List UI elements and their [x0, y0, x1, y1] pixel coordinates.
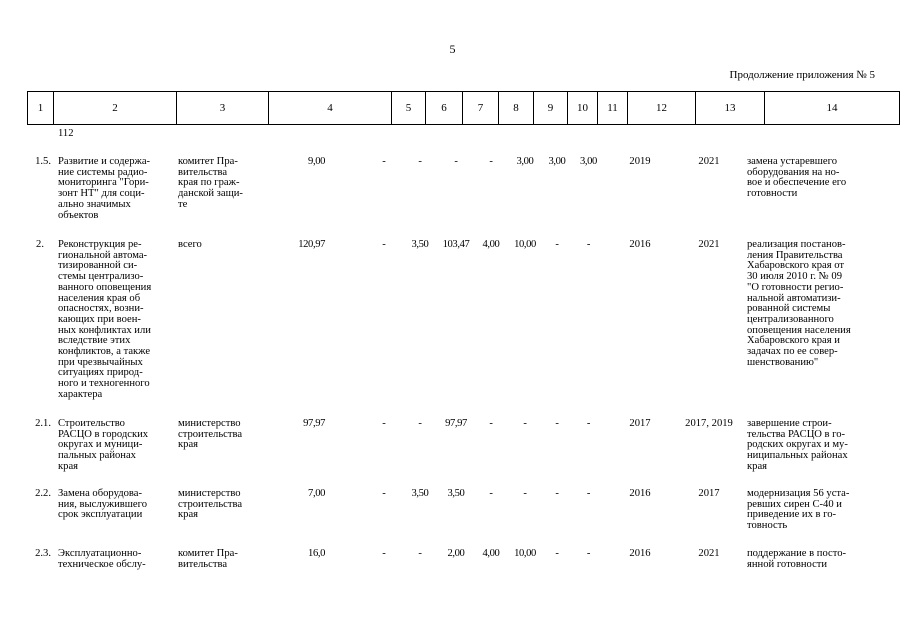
col-9-value: - — [523, 418, 527, 429]
col-11-value: - — [586, 418, 591, 429]
col-5-value: - — [382, 418, 386, 429]
col-8-value: - — [489, 418, 493, 429]
col-10-value: - — [555, 548, 559, 559]
row-number: 2.2. — [35, 488, 51, 499]
col-7-value: 3,50 — [447, 488, 465, 499]
row-number: 2.1. — [35, 418, 51, 429]
col-9-value: 10,00 — [514, 239, 536, 250]
executor: комитет Пра- вительства края по граж- данской защи- те — [178, 156, 243, 210]
header-col-8: 8 — [499, 92, 534, 125]
col-11-value: - — [586, 548, 591, 559]
total-amount: 120,97 — [298, 239, 325, 250]
col-7-value: 2,00 — [447, 548, 465, 559]
col-6-value: 3,50 — [411, 488, 429, 499]
end-year: 2017 — [698, 488, 720, 499]
col-5-value: - — [382, 548, 386, 559]
header-col-13: 13 — [696, 92, 765, 125]
start-year: 2016 — [629, 488, 651, 499]
col-6-value: - — [418, 156, 422, 167]
continuation-label: Продолжение приложения № 5 — [729, 69, 875, 81]
activity-name: Реконструкция ре- гиональной автома- тизированной си- стемы централизо- ванного оповещения населения края об опасностях, возни- кающих при воен- ных конфликтах или вследствие этих конфликтов, а также при чрезвычайных ситуациях природ- ного и техногенного характера — [58, 239, 152, 400]
row-number: 2. — [36, 239, 44, 250]
activity-name: Замена оборудова- ния, выслужившего срок эксплуатации — [58, 488, 148, 521]
col-6-value: - — [418, 418, 422, 429]
start-year: 2016 — [629, 548, 651, 559]
executor: комитет Пра- вительства — [178, 548, 238, 570]
header-col-1: 1 — [28, 92, 54, 125]
end-year: 2021 — [698, 156, 720, 167]
col-5-value: - — [382, 239, 386, 250]
col-8-value: - — [489, 488, 493, 499]
start-year: 2016 — [629, 239, 651, 250]
col-9-value: - — [523, 488, 527, 499]
executor: министерство строительства края — [178, 418, 243, 451]
header-col-12: 12 — [628, 92, 696, 125]
activity-name: Эксплуатационно- техническое обслу- — [58, 548, 146, 570]
header-col-9: 9 — [534, 92, 568, 125]
col-9-value: 10,00 — [514, 548, 536, 559]
header-col-10: 10 — [568, 92, 598, 125]
start-year: 2017 — [629, 418, 651, 429]
col-8-value: 4,00 — [482, 548, 500, 559]
col-5-value: - — [382, 156, 386, 167]
total-amount: 97,97 — [303, 418, 325, 429]
row-number: 1.5. — [35, 156, 51, 167]
expected-result: завершение строи- тельства РАСЦО в го- родских округах и му- ниципальных районах края — [747, 418, 848, 472]
col-10-value: - — [555, 418, 559, 429]
col-7-value: 103,47 — [442, 239, 470, 250]
header-col-4: 4 — [269, 92, 392, 125]
col-6-value: 3,50 — [411, 239, 429, 250]
end-year: 2021 — [698, 239, 720, 250]
col-9-value: 3,00 — [516, 156, 534, 167]
header-col-14: 14 — [765, 92, 900, 125]
col-11-value: 3,00 — [580, 156, 597, 167]
col-11-value: - — [586, 239, 591, 250]
col-8-value: 4,00 — [482, 239, 500, 250]
expected-result: поддержание в посто- янной готовности — [747, 548, 847, 570]
row-number: 2.3. — [35, 548, 51, 559]
end-year: 2017, 2019 — [685, 418, 733, 429]
table-header — [27, 91, 900, 125]
total-amount: 9,00 — [308, 156, 325, 167]
executor: министерство строительства края — [178, 488, 243, 521]
expected-result: реализация постанов- ления Правительства Хабаровского края от 30 июля 2010 г. № 09 "О готовности регио- нальной автоматизи- рованной системы централизованного оповещения населения Хабаровского края и задачах по ее совер- шенствованию" — [747, 239, 851, 368]
total-amount: 16,0 — [308, 548, 325, 559]
header-col-11: 11 — [598, 92, 628, 125]
header-col-2: 2 — [54, 92, 177, 125]
start-year: 2019 — [629, 156, 651, 167]
col-10-value: - — [555, 488, 559, 499]
col-6-value: - — [418, 548, 422, 559]
col-11-value: - — [586, 488, 591, 499]
header-col-7: 7 — [463, 92, 499, 125]
page-number: 5 — [449, 42, 456, 56]
header-col-5: 5 — [392, 92, 426, 125]
expected-result: модернизация 56 уста- ревших сирен С-40 и приведение их в го- товность — [747, 488, 850, 532]
col-10-value: 3,00 — [548, 156, 566, 167]
expected-result: замена устаревшего оборудования на но- вое и обеспечение его готовности — [747, 156, 847, 200]
header-col-6: 6 — [426, 92, 463, 125]
executor: всего — [178, 239, 202, 250]
activity-name: Развитие и содержа- ние системы радио- мониторинга "Гори- зонт НТ" для соци- ально значимых объектов — [58, 156, 151, 221]
col-7-value: 97,97 — [445, 418, 467, 429]
total-amount: 7,00 — [308, 488, 325, 499]
header-col-3: 3 — [177, 92, 269, 125]
col-8-value: - — [489, 156, 493, 167]
col-7-value: - — [454, 156, 458, 167]
col-10-value: - — [555, 239, 559, 250]
activity-name: Строительство РАСЦО в городских округах и муници- пальных районах края — [58, 418, 149, 472]
end-year: 2021 — [698, 548, 720, 559]
col-5-value: - — [382, 488, 386, 499]
previous-page-tail: 112 — [58, 128, 74, 139]
